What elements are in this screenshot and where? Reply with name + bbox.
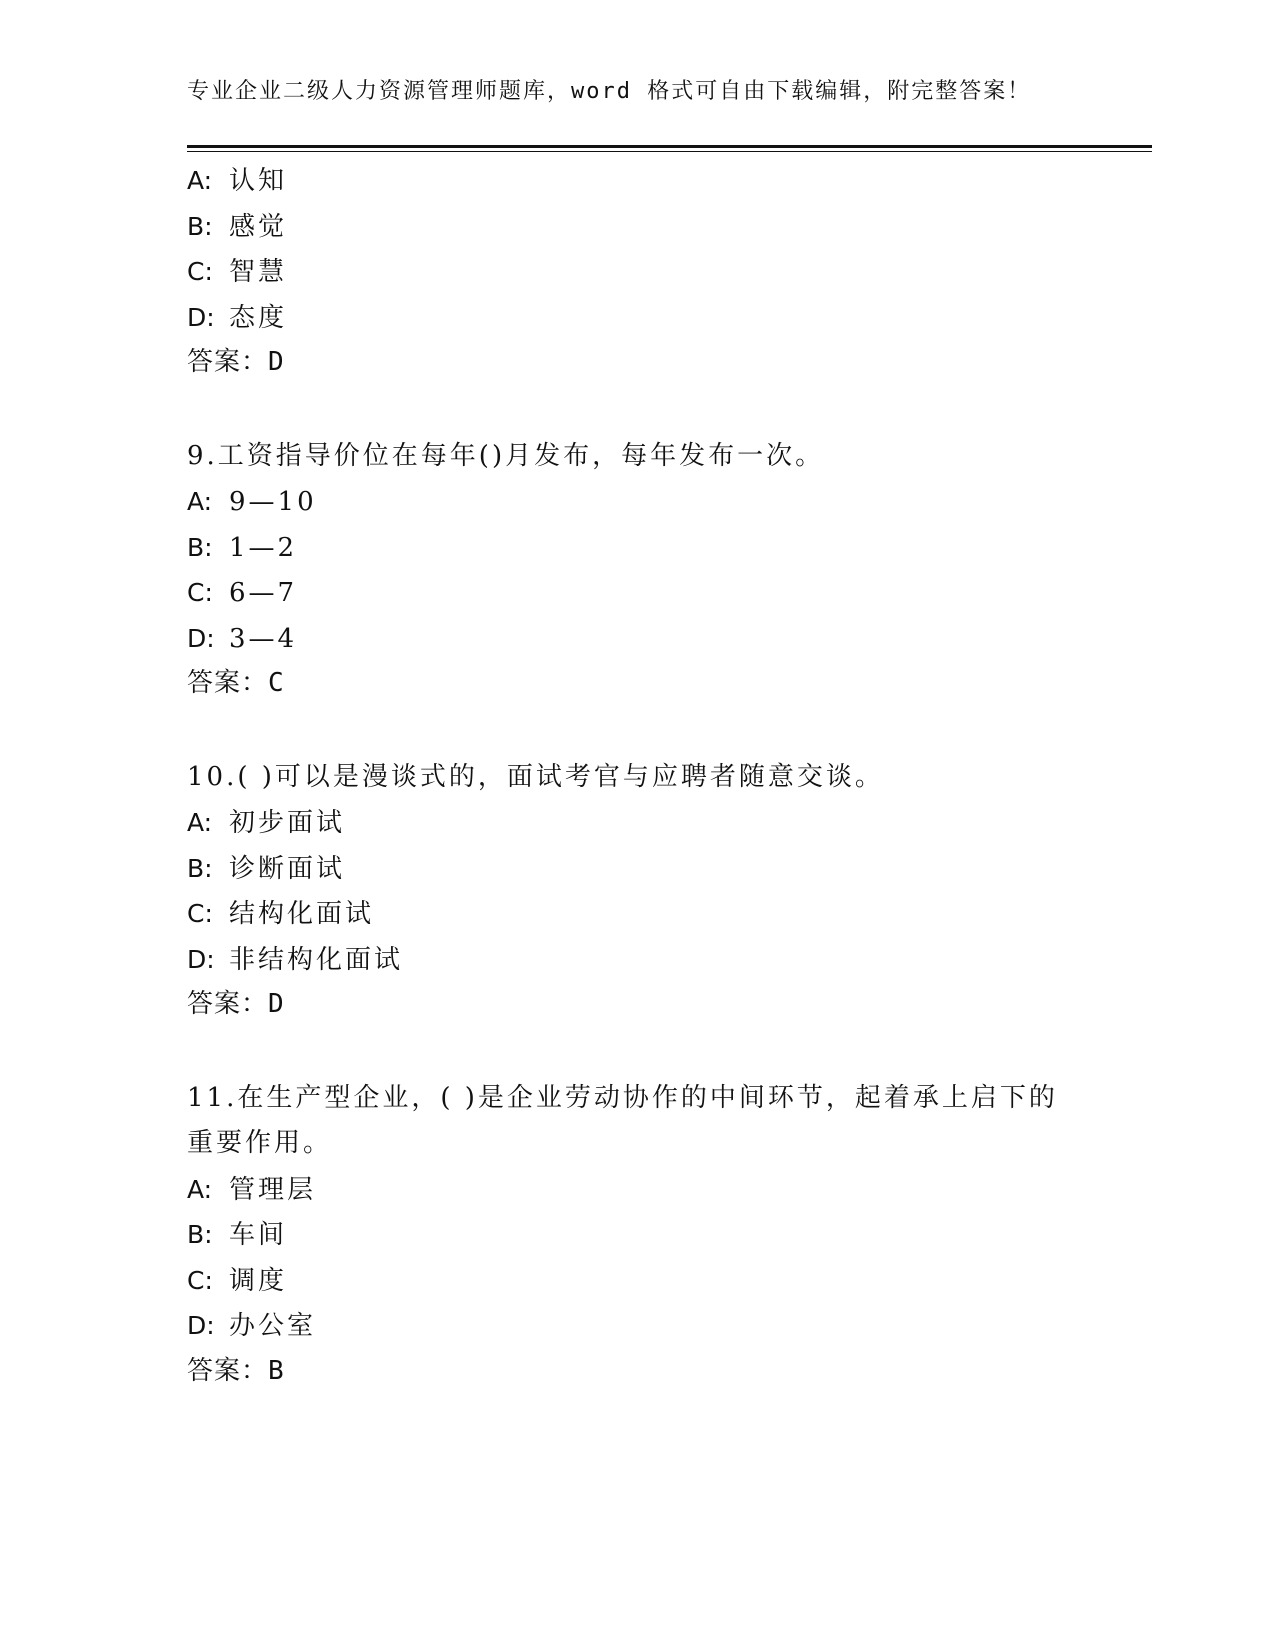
question-stem-line-1: 11.在生产型企业，( )是企业劳动协作的中间环节，起着承上启下的: [187, 1082, 1058, 1113]
option-text: 3—4: [229, 623, 298, 654]
option-d: [187, 1303, 1087, 1349]
option-a: [187, 800, 1087, 846]
block-spacer: [187, 707, 1087, 755]
option-letter: B:: [187, 211, 213, 241]
option-c: [187, 249, 1087, 295]
answer-value: D: [268, 989, 285, 1019]
option-letter: D:: [187, 623, 215, 653]
block-spacer: [187, 386, 1087, 434]
answer-line: [187, 982, 1087, 1028]
question-block-10: [187, 755, 1087, 1028]
option-text: 认知: [229, 166, 288, 196]
question-stem: 10.( )可以是漫谈式的，面试考官与应聘者随意交谈。: [187, 761, 884, 792]
option-letter: C:: [187, 578, 213, 607]
option-text: 调度: [229, 1265, 288, 1296]
answer-line: [187, 340, 1087, 386]
answer-label: 答案：: [187, 1355, 269, 1386]
answer-label: 答案：: [187, 668, 269, 698]
question-stem: 9.工资指导价位在每年()月发布，每年发布一次。: [187, 440, 825, 471]
question-block-11: [187, 1076, 1087, 1395]
option-letter: B:: [187, 853, 213, 883]
option-text: 管理层: [229, 1174, 317, 1205]
option-text: 办公室: [229, 1311, 317, 1341]
option-letter: A:: [187, 1174, 213, 1204]
option-a: [187, 1167, 1087, 1213]
option-text: 初步面试: [229, 808, 346, 838]
answer-label: 答案：: [187, 989, 269, 1019]
option-d: [187, 937, 1087, 983]
option-text: 6—7: [229, 578, 298, 608]
page-header: 专业企业二级人力资源管理师题库，word 格式可自由下载编辑，附完整答案！: [187, 79, 1032, 104]
question-block-9: [187, 434, 1087, 707]
option-text: 1—2: [229, 532, 298, 563]
option-letter: C:: [187, 899, 213, 928]
answer-value: C: [268, 668, 285, 698]
option-a: [187, 479, 1087, 525]
option-letter: C:: [187, 1265, 213, 1295]
answer-line: [187, 661, 1087, 707]
option-text: 非结构化面试: [229, 944, 404, 975]
option-letter: D:: [187, 1311, 215, 1340]
option-letter: A:: [187, 808, 213, 837]
option-c: [187, 1258, 1087, 1304]
option-text: 结构化面试: [229, 899, 375, 929]
option-letter: D:: [187, 302, 215, 332]
option-text: 车间: [229, 1220, 288, 1250]
option-text: 9—10: [229, 487, 317, 517]
option-c: [187, 891, 1087, 937]
option-c: [187, 570, 1087, 616]
option-letter: C:: [187, 257, 213, 286]
option-letter: B:: [187, 1220, 213, 1249]
option-letter: B:: [187, 532, 213, 562]
answer-value: D: [268, 347, 285, 377]
option-text: 智慧: [229, 257, 288, 287]
question-stem-line-2: 重要作用。: [187, 1128, 333, 1158]
option-a: [187, 158, 1087, 204]
option-b: [187, 846, 1087, 892]
option-b: [187, 525, 1087, 571]
answer-line: [187, 1349, 1087, 1395]
option-letter: A:: [187, 166, 213, 195]
answer-value: B: [268, 1355, 285, 1386]
option-text: 诊断面试: [229, 853, 346, 884]
option-b: [187, 1212, 1087, 1258]
option-d: [187, 616, 1087, 662]
option-d: [187, 295, 1087, 341]
option-b: [187, 204, 1087, 250]
option-letter: A:: [187, 487, 213, 516]
block-spacer: [187, 1028, 1087, 1076]
header-divider: [187, 145, 1152, 152]
question-list: [187, 158, 1087, 1394]
option-text: 感觉: [229, 211, 288, 242]
question-block-8: [187, 158, 1087, 386]
answer-label: 答案：: [187, 347, 269, 377]
option-letter: D:: [187, 944, 215, 974]
option-text: 态度: [229, 302, 288, 333]
